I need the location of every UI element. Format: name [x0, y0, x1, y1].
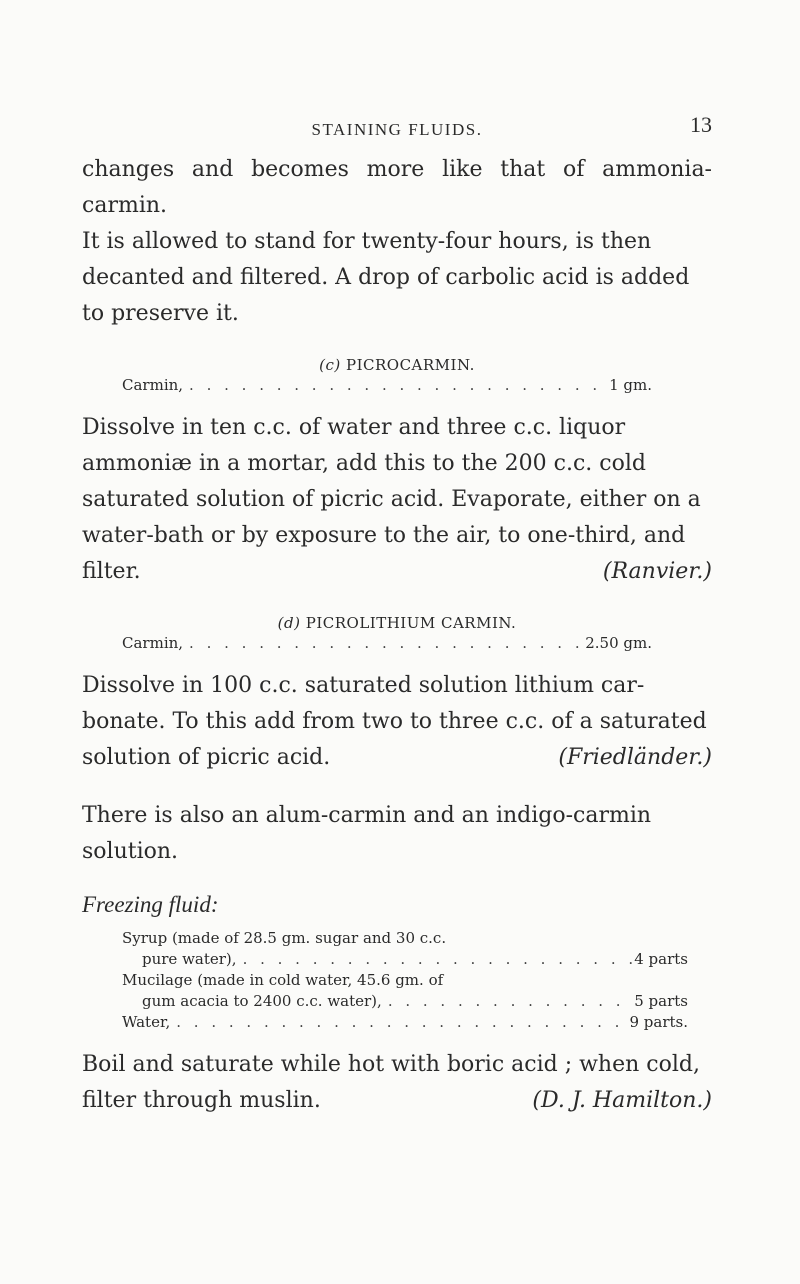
text-line: Boil and saturate while hot with boric acid ; when cold,	[82, 1052, 700, 1077]
leader-dots	[382, 991, 634, 1012]
ingredient-amount: 2.50 gm.	[585, 634, 652, 652]
recipe-text: Syrup (made of 28.5 gm. sugar and 30 c.c.	[122, 929, 447, 947]
leader-dots	[183, 374, 609, 396]
text-line: bonate. To this add from two to three c.c. of a saturated	[82, 709, 707, 734]
leader-dots	[170, 1012, 629, 1033]
recipe-row	[122, 1012, 688, 1033]
text-line: ammoniæ in a mortar, add this to the 200 c.c. cold	[82, 451, 646, 476]
recipe-text: pure water),	[142, 950, 237, 968]
text-line: changes and becomes more like that of ammonia-carmin.	[82, 157, 712, 218]
text-line: filter.	[82, 559, 141, 584]
freezing-instructions	[82, 1047, 712, 1083]
recipe-amount: 9 parts.	[629, 1013, 688, 1031]
text-line: solution.	[82, 839, 179, 864]
ingredient-row	[122, 632, 652, 654]
leader-dots	[183, 632, 585, 654]
attribution-line	[82, 554, 712, 590]
intro-paragraph	[82, 152, 712, 332]
attribution-line	[82, 1083, 712, 1119]
text-line: water-bath or by exposure to the air, to one-third, and	[82, 523, 686, 548]
recipe-text: Water,	[122, 1013, 171, 1031]
section-title-picrolithium	[82, 614, 712, 632]
freezing-fluid-heading: Freezing fluid:	[82, 892, 219, 917]
text-line: It is allowed to stand for twenty-four hours, is then	[82, 229, 652, 254]
ingredient-name: Carmin,	[122, 634, 184, 652]
alum-paragraph	[82, 798, 712, 870]
attribution-line	[82, 740, 712, 776]
page-number: 13	[690, 112, 712, 137]
ingredient-name: Carmin,	[122, 376, 184, 394]
recipe-amount: 5 parts	[634, 992, 688, 1010]
section-letter: (c)	[319, 356, 341, 374]
text-line: saturated solution of picric acid. Evaporate, either on a	[82, 487, 701, 512]
attribution: (Ranvier.)	[602, 559, 712, 584]
page-header	[82, 112, 712, 152]
freezing-recipe	[122, 928, 688, 1033]
book-page	[82, 112, 712, 1119]
recipe-amount: 4 parts	[634, 950, 688, 968]
attribution: (Friedländer.)	[558, 745, 712, 770]
text-line: filter through muslin.	[82, 1088, 321, 1113]
text-line: Dissolve in ten c.c. of water and three c.c. liquor	[82, 415, 626, 440]
text-line: to preserve it.	[82, 301, 239, 326]
section-heading: PICROCARMIN.	[345, 356, 475, 374]
recipe-row	[122, 949, 688, 970]
section-title-picrocarmin	[82, 356, 712, 374]
running-title: STAINING FLUIDS.	[311, 120, 483, 139]
recipe-text: gum acacia to 2400 c.c. water),	[142, 992, 382, 1010]
text-line: Dissolve in 100 c.c. saturated solution lithium car-	[82, 673, 645, 698]
text-line: There is also an alum-carmin and an indigo-carmin	[82, 803, 652, 828]
leader-dots	[237, 949, 635, 970]
ingredient-row	[122, 374, 652, 396]
recipe-text: Mucilage (made in cold water, 45.6 gm. of	[122, 971, 444, 989]
ingredient-amount: 1 gm.	[609, 376, 652, 394]
recipe-row	[122, 991, 688, 1012]
text-line: decanted and filtered. A drop of carbolic acid is added	[82, 265, 690, 290]
section-heading: PICROLITHIUM CARMIN.	[305, 614, 517, 632]
section-letter: (d)	[277, 614, 301, 632]
picrolithium-instructions	[82, 668, 712, 740]
text-line: solution of picric acid.	[82, 745, 331, 770]
attribution: (D. J. Hamilton.)	[532, 1088, 712, 1113]
picrocarmin-instructions	[82, 410, 712, 554]
